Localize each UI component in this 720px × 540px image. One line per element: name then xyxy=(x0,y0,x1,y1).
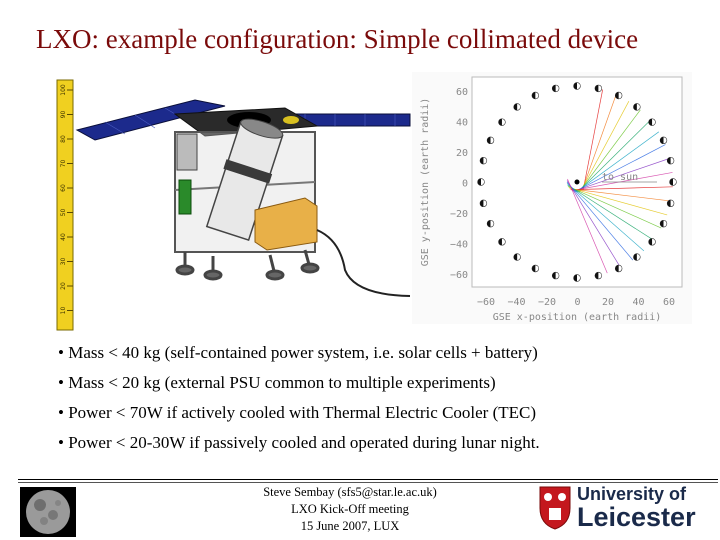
earth xyxy=(575,180,580,185)
ruler-tick-label: 60 xyxy=(60,184,67,192)
ruler-tick-label: 40 xyxy=(60,233,67,241)
x-axis-label: GSE x-position (earth radii) xyxy=(492,312,662,323)
x-tick-label: 40 xyxy=(632,297,645,308)
list-item: • Power < 70W if actively cooled with Thermal Electric Cooler (TEC) xyxy=(58,403,537,422)
ruler-tick-label: 20 xyxy=(60,282,67,290)
ruler-tick-label: 100 xyxy=(60,84,67,96)
y-tick-label: −40 xyxy=(449,239,468,251)
orbit-plot xyxy=(412,72,692,324)
y-tick-label: 60 xyxy=(455,87,468,98)
slide-title: LXO: example configuration: Simple collimated device xyxy=(36,24,639,54)
x-tick-label: −40 xyxy=(507,297,526,308)
power-cable xyxy=(317,230,410,296)
list-item: • Mass < 40 kg (self-contained power system, i.e. solar cells + battery) xyxy=(58,343,538,362)
y-tick-label: −60 xyxy=(449,270,468,281)
y-tick-label: 40 xyxy=(455,117,468,129)
y-tick-label: 20 xyxy=(455,148,468,159)
specs-list xyxy=(58,338,540,458)
footer-meeting: LXO Kick-Off meeting xyxy=(291,502,409,516)
footer-divider-secondary xyxy=(18,482,718,483)
y-axis-label: GSE y-position (earth radii) xyxy=(420,97,431,267)
crest-icon xyxy=(537,484,573,530)
logo-line2: Leicester xyxy=(577,502,696,532)
ruler-tick-label: 50 xyxy=(60,208,67,217)
ruler-tick-label: 80 xyxy=(60,135,67,143)
moon-image xyxy=(20,487,76,537)
logo-line1: University of xyxy=(577,484,687,504)
ruler-tick-label: 90 xyxy=(60,110,67,119)
university-logo xyxy=(537,484,707,532)
x-tick-label: −60 xyxy=(476,297,496,308)
footer-author: Steve Sembay (sfs5@star.le.ac.uk) xyxy=(263,485,437,499)
sun-direction-label: to sun xyxy=(602,172,639,183)
x-tick-label: 0 xyxy=(574,297,581,308)
sensor-yellow xyxy=(283,116,299,124)
y-tick-label: 0 xyxy=(461,178,468,190)
ruler-tick-label: 10 xyxy=(60,306,67,315)
list-item: • Power < 20-30W if passively cooled and operated during lunar night. xyxy=(58,433,540,452)
x-tick-label: 60 xyxy=(662,297,676,308)
legs xyxy=(177,250,318,279)
electronics-box xyxy=(177,134,197,170)
instrument-figure xyxy=(55,70,415,332)
circuit-board xyxy=(179,180,191,214)
list-item: • Mass < 20 kg (external PSU common to multiple experiments) xyxy=(58,373,496,392)
ruler-tick-label: 30 xyxy=(60,257,67,266)
ruler-tick-label: 70 xyxy=(60,159,67,168)
x-tick-label: 20 xyxy=(601,297,615,308)
y-tick-label: −20 xyxy=(449,209,468,220)
x-tick-label: −20 xyxy=(537,297,557,308)
footer-divider xyxy=(18,479,718,480)
footer-date: 15 June 2007, LUX xyxy=(300,519,400,533)
footer-credits xyxy=(200,484,500,535)
